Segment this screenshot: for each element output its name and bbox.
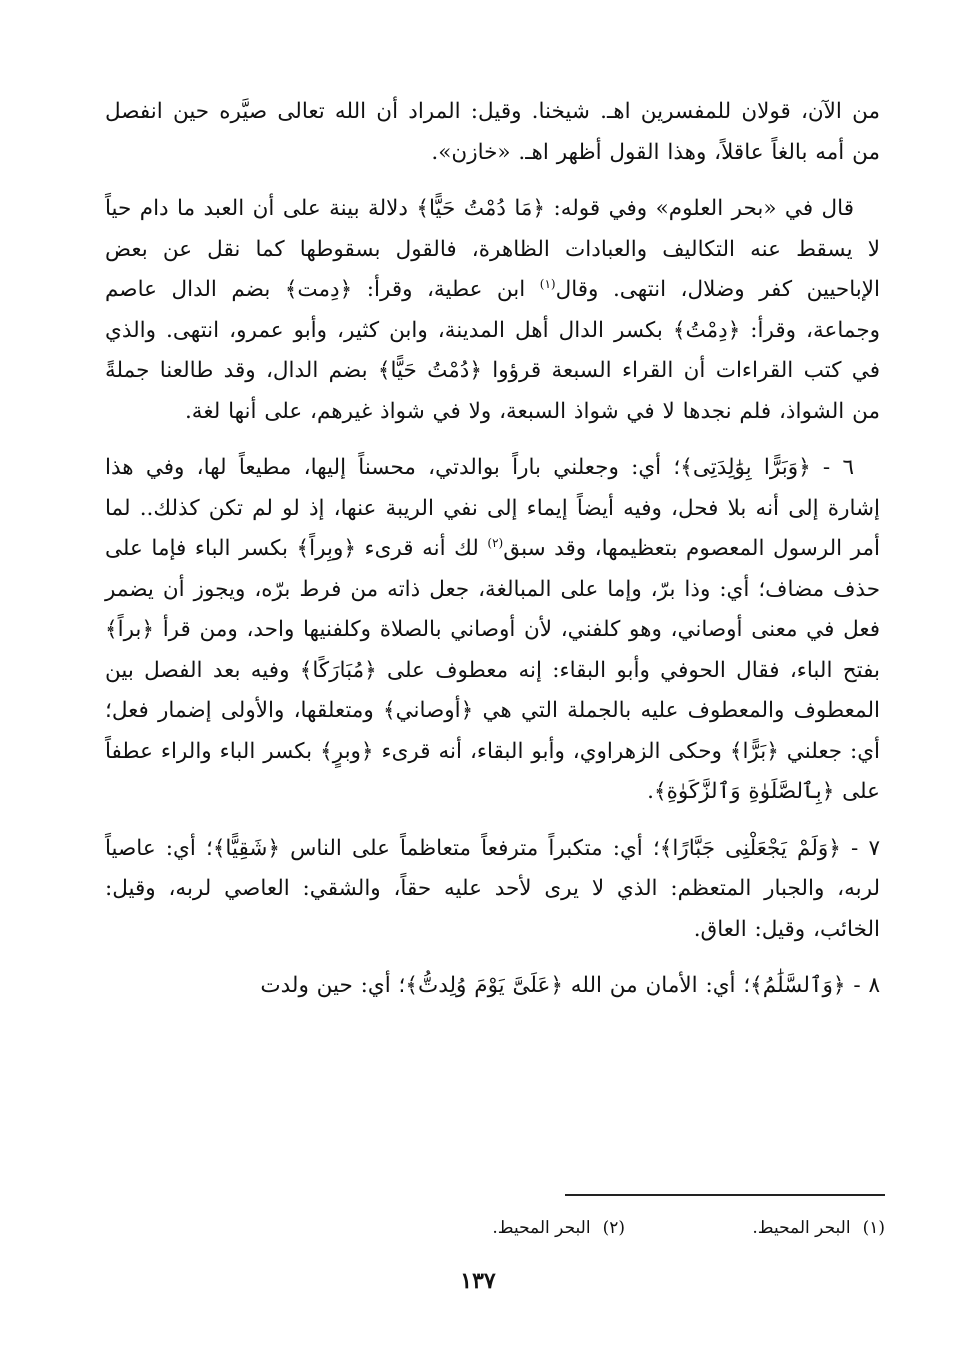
footnote-1-text: البحر المحيط. xyxy=(752,1218,851,1238)
paragraph-5-text: ٨ - ﴿وَٱلسَّلَٰمُ﴾؛ أي: الأمان من الله ﴿عَلَىَّ يَوْمَ وُلِدتُّ﴾؛ أي: حين ولدت xyxy=(260,973,880,998)
paragraph-2 xyxy=(105,189,880,432)
paragraph-2-text-b: ابن عطية، وقرأ: ﴿دِمت﴾ بضم الدال عاصم وجماعة، وقرأ: ﴿دِمْتُ﴾ بكسر الدال أهل المدينة، وابن كثير، وأبو عمرو، انتهى. والذي في كتب القراءات أن القراء السبعة قرؤوا ﴿دُمْتُ حَيًّا﴾ بضم الدال، وقد طالعنا جملةً من الشواذ، فلم نجدها لا في شواذ السبعة، ولا في شواذ غيرهم، على أنها لغة. xyxy=(105,277,880,424)
page-body xyxy=(105,92,880,1007)
paragraph-3-text-a: ٦ - ﴿وَبَرًّا بِوَٰلِدَتِى﴾؛ أي: وجعلني باراً بوالدتي، محسناً إليها، مطيعاً لها، وفي هذا إشارة إلى أنه بلا فحل، وفيه أيضاً إيماء إلى نفي الريبة عنها، إذ لو لم تكن كذلك.. لما أمر الرسول المعصوم بتعظيمها، وقد سبق xyxy=(105,455,880,561)
footnote-divider xyxy=(565,1194,885,1196)
footnotes xyxy=(300,1213,885,1243)
footnote-2-number: (٢) xyxy=(602,1218,625,1238)
paragraph-4 xyxy=(105,829,880,951)
page-number: ١٣٧ xyxy=(460,1268,496,1294)
paragraph-1-text: من الآن، قولان للمفسرين اهـ. شيخنا. وقيل: المراد أن الله تعالى صيَّره حين انفصل من أمه بالغاً عاقلاً، وهذا القول أظهر اهـ. «خازن». xyxy=(105,99,880,165)
footnote-ref-2[interactable]: (٢) xyxy=(487,535,504,550)
paragraph-3 xyxy=(105,448,880,813)
footnote-2 xyxy=(492,1213,625,1243)
footnote-ref-1[interactable]: (١) xyxy=(539,276,556,291)
paragraph-5 xyxy=(105,966,880,1007)
footnote-2-text: البحر المحيط. xyxy=(492,1218,591,1238)
paragraph-3-text-b: لك أنه قرىء ﴿وبِراً﴾ بكسر الباء فإما على حذف مضاف؛ أي: وذا برّ، وإما على المبالغة، جعل ذاته من فرط برّه، ويجوز أن يضمر فعل في معنى أوصاني، وهو كلفني، لأن أوصاني بالصلاة وكلفنيها واحد، ومن قرأ ﴿براً﴾ بفتح الباء، فقال الحوفي وأبو البقاء: إنه معطوف على ﴿مُبَارَكًا﴾ وفيه بعد الفصل بين المعطوف والمعطوف عليه بالجملة التي هي ﴿أوصاني﴾ ومتعلقها، والأولى إضمار فعل؛ أي: جعلني ﴿بَرًّا﴾ وحكى الزهراوي، وأبو البقاء، أنه قرىء ﴿وبرٍ﴾ بكسر الباء والراء عطفاً على ﴿بِٱلصَّلَوٰةِ وَٱلزَّكَوٰةِ﴾. xyxy=(105,536,880,804)
footnote-1 xyxy=(752,1213,885,1243)
paragraph-4-text: ٧ - ﴿وَلَمْ يَجْعَلْنِى جَبَّارًا﴾؛ أي: متكبراً مترفعاً متعاظماً على الناس ﴿شَقِيًّا﴾؛ أي: عاصياً لربه، والجبار المتعظم: الذي لا يرى لأحد عليه حقاً، والشقي: العاصي لربه، وقيل: الخائب، وقيل: العاق. xyxy=(105,835,880,942)
paragraph-2-text-a: قال في «بحر العلوم» وفي قوله: ﴿مَا دُمْتُ حَيًّا﴾ دلالة بينة على أن العبد ما دام حياً لا يسقط عنه التكاليف والعبادات الظاهرة، فالقول بسقوطها كما نقل عن بعض الإباحيين كفر وضلال، انتهى. وقال xyxy=(105,196,880,302)
paragraph-1 xyxy=(105,92,880,173)
footnote-1-number: (١) xyxy=(862,1218,885,1238)
